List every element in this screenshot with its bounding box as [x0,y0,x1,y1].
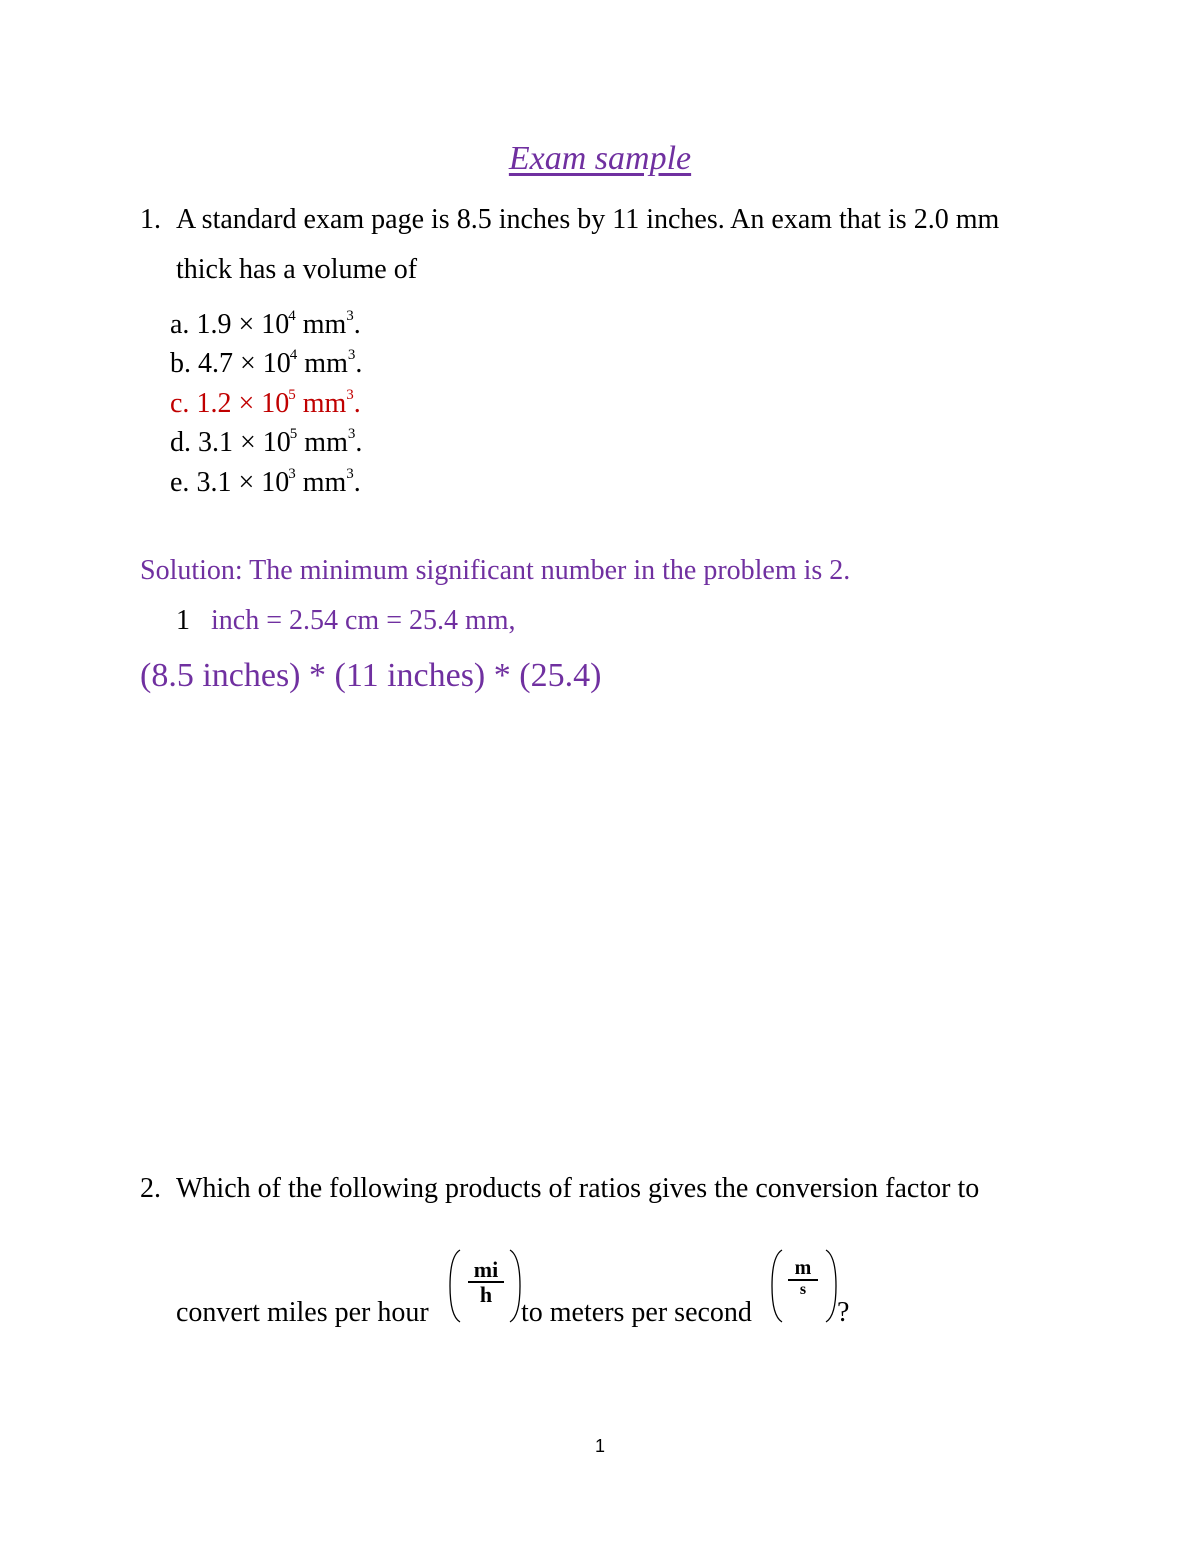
fraction-numerator: mi [468,1258,504,1283]
option-e: e. $3.1 \times 10^3$ $mm^3$. [170,465,361,498]
fraction-mi-per-h [468,1258,504,1307]
page-title: Exam sample [508,140,692,177]
page-number: 1 [594,1436,605,1456]
fraction-m-per-s [788,1258,818,1299]
calculation-line: (8.5 inches) * (11 inches) * (25.4) [140,657,602,694]
solution-line: Solution: The minimum significant number in the problem is 2. [140,555,851,586]
question-1-line1: A standard exam page is 8.5 inches by 11 inches. An exam that is 2.0 mm [176,204,1000,235]
conversion-text: inch = 2.54 cm = 25.4 mm, [211,605,516,636]
question-2-text-a: convert miles per hour [176,1297,429,1328]
question-1-line2: thick has a volume of [176,254,418,285]
conversion-number: 1 [176,605,190,636]
option-c: c. $1.2 \times 10^5$ $mm^3$. [170,386,361,419]
question-2-number: 2. [140,1173,161,1204]
question-2-text-b: to meters per second [521,1297,752,1328]
question-2-text-c: ? [837,1297,850,1328]
question-1-number: 1. [140,204,161,235]
fraction-numerator: m [788,1258,818,1281]
option-d: d. $3.1 \times 10^5$ $mm^3$. [170,425,363,458]
question-2-line1: Which of the following products of ratios gives the conversion factor to [176,1173,980,1204]
fraction-denominator: h [479,1282,493,1308]
fraction-denominator: s [799,1281,807,1298]
option-a: a. $1.9 \times 10^4$ $mm^3$. [170,307,361,340]
option-b: b. $4.7 \times 10^4$ $mm^3$. [170,346,363,379]
